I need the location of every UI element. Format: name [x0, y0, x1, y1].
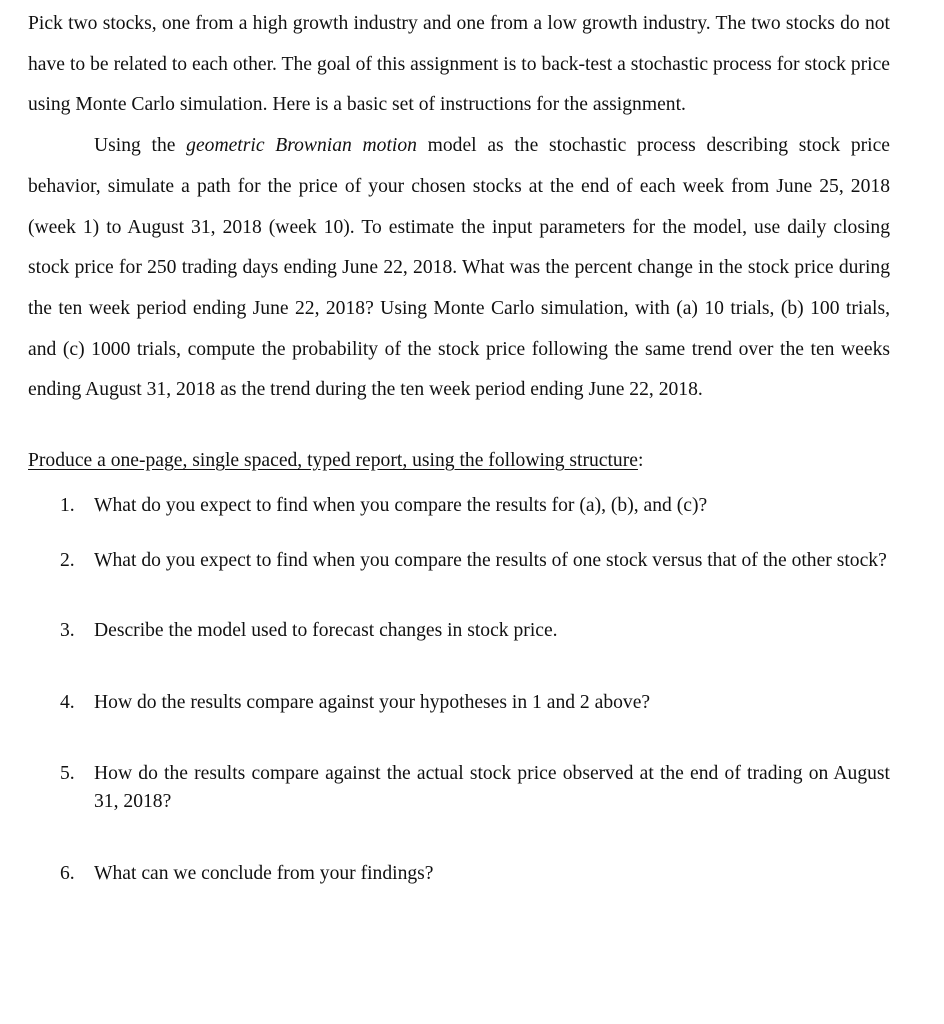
question-text: What can we conclude from your findings? [94, 863, 434, 885]
instructions-body: model as the stochastic process describing stock price behavior, simulate a path for the price of your chosen stocks at the end of each week from June 25, 2018 (week 1) to August 31, 2018 (week 10). To estimate the input parameters for the model, use daily closing stock price for 250 trading days ending June 22, 2018. What was the percent change in the stock price during the ten week period ending June 22, 2018? Using Monte Carlo simulation, with (a) 10 trials, (b) 100 trials, and (c) 1000 trials, compute the probability of the stock price following the same trend over the ten weeks ending August 31, 2018 as the trend during the ten week period ending June 22, 2018. [28, 135, 891, 401]
report-heading-text: Produce a one-page, single spaced, typed report, using the following structure [28, 450, 638, 472]
question-text: Describe the model used to forecast changes in stock price. [94, 620, 558, 642]
question-item [28, 492, 890, 520]
instructions-paragraph [28, 126, 890, 411]
instructions-lead: Using the [94, 135, 187, 157]
question-text: What do you expect to find when you compare the results for (a), (b), and (c)? [94, 495, 708, 517]
assignment-document [28, 0, 890, 888]
question-number: 6. [60, 863, 75, 885]
intro-paragraph: Pick two stocks, one from a high growth industry and one from a low growth industry. The two stocks do not have to be related to each other. The goal of this assignment is to back-test a stochastic process for stock price using Monte Carlo simulation. Here is a basic set of instructions for the assignment. [28, 13, 890, 116]
question-item [28, 760, 890, 816]
question-number: 5. [60, 763, 75, 785]
question-item [28, 860, 890, 888]
question-number: 3. [60, 620, 75, 642]
question-text: How do the results compare against the actual stock price observed at the end of trading on August 31, 2018? [94, 763, 890, 813]
model-name: geometric Brownian motion [186, 135, 417, 157]
question-text: What do you expect to find when you compare the results of one stock versus that of the other stock? [94, 550, 887, 572]
question-item [28, 617, 890, 645]
question-text: How do the results compare against your hypotheses in 1 and 2 above? [94, 692, 651, 714]
question-item [28, 689, 890, 717]
question-number: 4. [60, 692, 75, 714]
report-heading [28, 441, 890, 481]
report-heading-colon: : [637, 450, 644, 472]
question-number: 1. [60, 495, 75, 517]
question-number: 2. [60, 550, 75, 572]
question-list [28, 492, 890, 888]
question-item [28, 547, 890, 575]
